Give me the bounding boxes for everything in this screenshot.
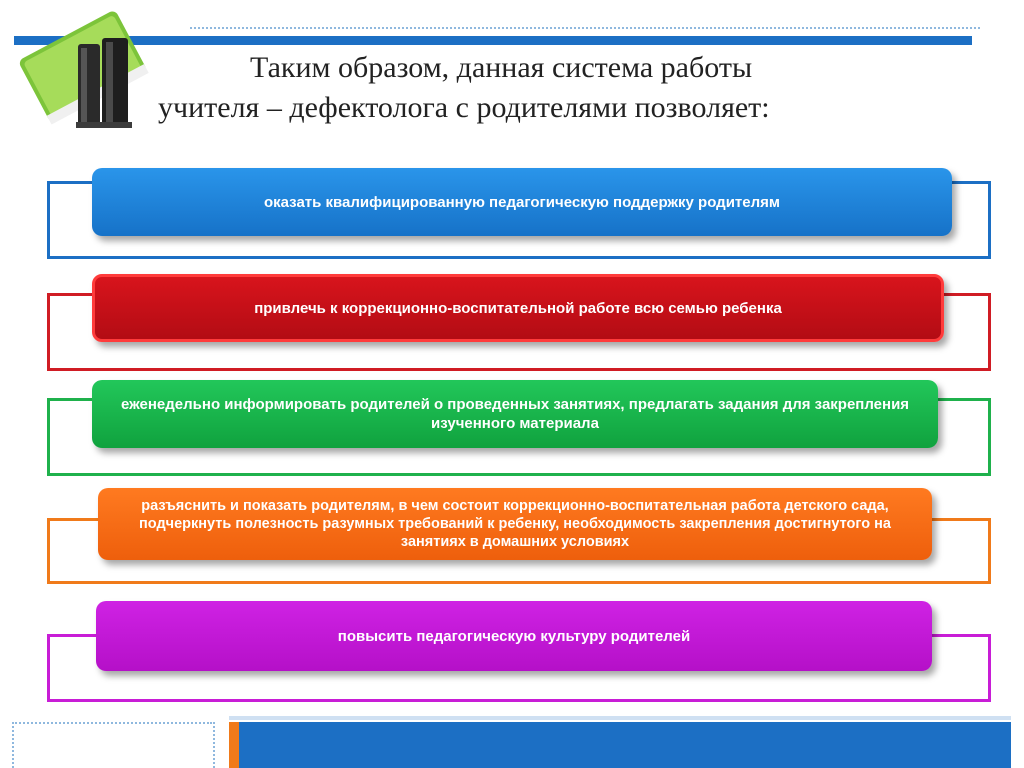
item-text-2: привлечь к коррекционно-воспитательной работе всю семью ребенка [254, 299, 782, 317]
item-text-3: еженедельно информировать родителей о проведенных занятиях, предлагать задания для закрепления изученного материала [120, 396, 910, 432]
item-text-4: разъяснить и показать родителям, в чем состоит коррекционно-воспитательная работа детского сада, подчеркнуть полезность разумных требований к ребенку, необходимость закрепления достигнутого на занятиях в домашних условиях [139, 498, 891, 550]
bottom-dotted-line [12, 722, 212, 724]
bottom-dotted-vertical-right [213, 722, 215, 768]
page-title [150, 48, 950, 128]
item-box-3 [92, 380, 938, 448]
bottom-blue-bar [239, 722, 1011, 768]
bottom-light-bar [229, 716, 1011, 720]
title-line-1: Таким образом, данная система работы [250, 51, 753, 84]
title-line-2: учителя – дефектолога с родителями позволяет: [158, 91, 770, 124]
item-box-2 [92, 274, 944, 342]
item-text-5: повысить педагогическую культуру родителей [337, 627, 691, 645]
bottom-dotted-vertical-left [12, 722, 14, 768]
item-box-1 [92, 168, 952, 236]
item-box-4 [98, 488, 932, 560]
item-text-1: оказать квалифицированную педагогическую поддержку родителям [263, 193, 780, 211]
bottom-orange-bar [229, 722, 239, 768]
top-dotted-line [190, 27, 980, 29]
item-box-5 [96, 601, 932, 671]
